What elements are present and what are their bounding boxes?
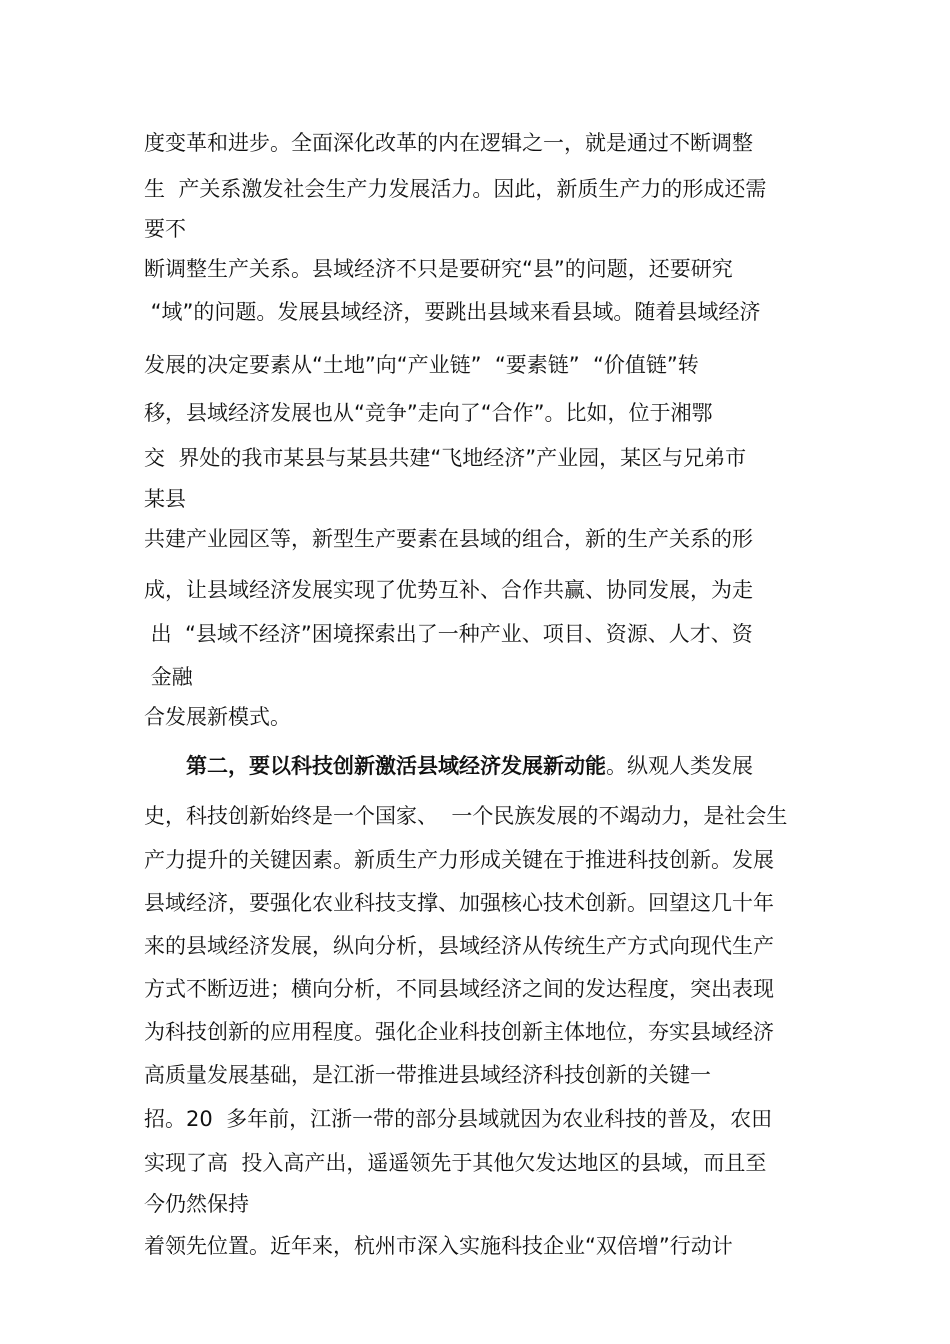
text-line: 高质量发展基础，是江浙一带推进县域经济科技创新的关键一: [144, 1063, 711, 1087]
text-line: 史，科技创新始终是一个国家、 一个民族发展的不竭动力，是社会生: [144, 804, 788, 828]
heading-continuation: 。纵观人类发展: [606, 754, 753, 778]
heading-line: [186, 751, 753, 781]
text-line: 某县: [144, 487, 186, 511]
text-line: 为科技创新的应用程度。强化企业科技创新主体地位，夯实县域经济: [144, 1020, 774, 1044]
text-line: 金融: [144, 665, 193, 689]
text-line: 度变革和进步。全面深化改革的内在逻辑之一，就是通过不断调整: [144, 131, 753, 155]
text-line: 来的县域经济发展，纵向分析，县域经济从传统生产方式向现代生产: [144, 934, 774, 958]
text-line: 实现了高 投入高产出，遥遥领先于其他欠发达地区的县域，而且至: [144, 1151, 767, 1175]
text-line: 县域经济，要强化农业科技支撑、加强核心技术创新。回望这几十年: [144, 891, 774, 915]
text-line: 出 “县域不经济”困境探索出了一种产业、项目、资源、人才、资: [144, 622, 753, 646]
text-line: 发展的决定要素从“土地”向“产业链” “要素链” “价值链”转: [144, 353, 699, 377]
text-line: 合发展新模式。: [144, 705, 291, 729]
text-line: 生 产关系激发社会生产力发展活力。因此，新质生产力的形成还需: [144, 177, 767, 201]
text-line: 共建产业园区等，新型生产要素在县域的组合，新的生产关系的形: [144, 527, 753, 551]
section-heading: 第二，要以科技创新激活县域经济发展新动能: [186, 754, 606, 778]
text-line: 着领先位置。近年来，杭州市深入实施科技企业“双倍增”行动计: [144, 1234, 733, 1258]
text-line: 成，让县域经济发展实现了优势互补、合作共赢、协同发展，为走: [144, 578, 753, 602]
text-line: 要不: [144, 217, 186, 241]
text-line: 招。20 多年前，江浙一带的部分县域就因为农业科技的普及，农田: [144, 1107, 773, 1131]
text-line: 断调整生产关系。县域经济不只是要研究“县”的问题，还要研究: [144, 257, 733, 281]
text-line: 方式不断迈进；横向分析，不同县域经济之间的发达程度，突出表现: [144, 977, 774, 1001]
text-line: 产力提升的关键因素。新质生产力形成关键在于推进科技创新。发展: [144, 848, 774, 872]
text-line: 移，县域经济发展也从“竞争”走向了“合作”。比如，位于湘鄂: [144, 401, 713, 425]
text-line: 今仍然保持: [144, 1192, 249, 1216]
text-line: 交 界处的我市某县与某县共建“飞地经济”产业园，某区与兄弟市: [144, 446, 747, 470]
text-line: “域”的问题。发展县域经济，要跳出县域来看县域。随着县域经济: [144, 300, 761, 324]
